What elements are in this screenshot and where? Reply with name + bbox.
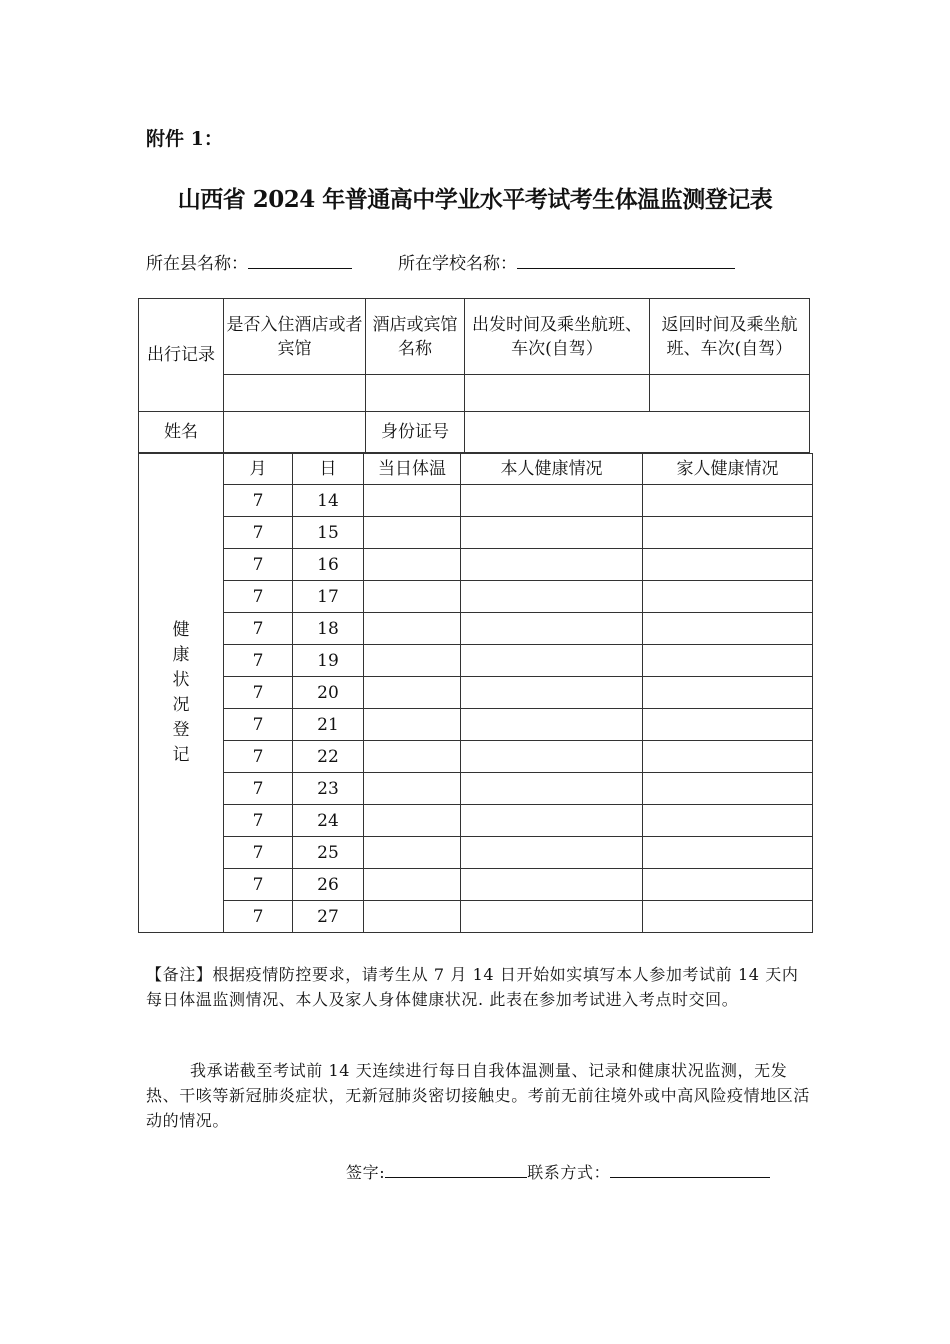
pledge-paragraph: 我承诺截至考试前 14 天连续进行每日自我体温测量、记录和健康状况监测，无发热、干咳等新冠肺炎症状，无新冠肺炎密切接触史。考前无前往境外或中高风险疫情地区活动的情况。 — [146, 1061, 811, 1130]
table-row — [139, 613, 813, 645]
month-cell: 7 — [224, 741, 293, 773]
id-label: 身份证号 — [366, 412, 465, 453]
self-health-cell[interactable] — [461, 485, 643, 517]
month-cell: 7 — [224, 805, 293, 837]
month-cell: 7 — [224, 645, 293, 677]
table-row — [139, 837, 813, 869]
family-health-cell[interactable] — [643, 709, 813, 741]
month-cell: 7 — [224, 549, 293, 581]
family-health-cell[interactable] — [643, 645, 813, 677]
self-health-cell[interactable] — [461, 709, 643, 741]
family-health-cell[interactable] — [643, 901, 813, 933]
contact-label: 联系方式： — [527, 1163, 611, 1182]
day-cell: 22 — [293, 741, 364, 773]
day-cell: 17 — [293, 581, 364, 613]
health-table — [138, 453, 813, 933]
table-row — [139, 773, 813, 805]
county-field — [146, 249, 352, 274]
table-row — [139, 805, 813, 837]
day-cell: 25 — [293, 837, 364, 869]
month-cell: 7 — [224, 581, 293, 613]
temperature-cell[interactable] — [364, 645, 461, 677]
month-cell: 7 — [224, 869, 293, 901]
table-row — [139, 581, 813, 613]
hotel-name-cell[interactable] — [366, 375, 465, 412]
day-cell: 19 — [293, 645, 364, 677]
family-health-cell[interactable] — [643, 805, 813, 837]
table-row — [139, 677, 813, 709]
name-label: 姓名 — [139, 412, 224, 453]
header-family-health: 家人健康情况 — [643, 454, 813, 485]
family-health-cell[interactable] — [643, 741, 813, 773]
temperature-cell[interactable] — [364, 613, 461, 645]
header-self-health: 本人健康情况 — [461, 454, 643, 485]
self-health-cell[interactable] — [461, 581, 643, 613]
day-cell: 24 — [293, 805, 364, 837]
self-health-cell[interactable] — [461, 677, 643, 709]
col-hotel-name-header: 酒店或宾馆名称 — [366, 299, 465, 375]
hotel-cell[interactable] — [224, 375, 366, 412]
return-cell[interactable] — [650, 375, 810, 412]
self-health-cell[interactable] — [461, 805, 643, 837]
day-cell: 18 — [293, 613, 364, 645]
self-health-cell[interactable] — [461, 645, 643, 677]
family-health-cell[interactable] — [643, 773, 813, 805]
day-cell: 27 — [293, 901, 364, 933]
day-cell: 16 — [293, 549, 364, 581]
table-row — [139, 901, 813, 933]
month-cell: 7 — [224, 677, 293, 709]
month-cell: 7 — [224, 837, 293, 869]
family-health-cell[interactable] — [643, 581, 813, 613]
county-input-line[interactable] — [248, 252, 352, 269]
family-health-cell[interactable] — [643, 485, 813, 517]
temperature-cell[interactable] — [364, 549, 461, 581]
temperature-cell[interactable] — [364, 741, 461, 773]
self-health-cell[interactable] — [461, 869, 643, 901]
self-health-cell[interactable] — [461, 837, 643, 869]
table-row — [139, 517, 813, 549]
day-cell: 21 — [293, 709, 364, 741]
attachment-label: 附件 1： — [146, 128, 223, 150]
school-field — [398, 249, 735, 274]
temperature-cell[interactable] — [364, 773, 461, 805]
school-input-line[interactable] — [517, 252, 735, 269]
family-health-cell[interactable] — [643, 869, 813, 901]
self-health-cell[interactable] — [461, 741, 643, 773]
table-row — [139, 485, 813, 517]
month-cell: 7 — [224, 773, 293, 805]
temperature-cell[interactable] — [364, 805, 461, 837]
table-row — [139, 709, 813, 741]
day-cell: 15 — [293, 517, 364, 549]
county-label: 所在县名称： — [146, 254, 248, 274]
col-return-header: 返回时间及乘坐航班、车次(自驾） — [650, 299, 810, 375]
family-health-cell[interactable] — [643, 549, 813, 581]
month-cell: 7 — [224, 485, 293, 517]
family-health-cell[interactable] — [643, 837, 813, 869]
day-cell: 23 — [293, 773, 364, 805]
temperature-cell[interactable] — [364, 901, 461, 933]
signature-line — [346, 1160, 770, 1183]
temperature-cell[interactable] — [364, 581, 461, 613]
month-cell: 7 — [224, 901, 293, 933]
self-health-cell[interactable] — [461, 901, 643, 933]
name-cell[interactable] — [224, 412, 366, 453]
self-health-cell[interactable] — [461, 549, 643, 581]
temperature-cell[interactable] — [364, 709, 461, 741]
table-row — [139, 645, 813, 677]
day-cell: 14 — [293, 485, 364, 517]
temperature-cell[interactable] — [364, 869, 461, 901]
family-health-cell[interactable] — [643, 613, 813, 645]
header-month: 月 — [224, 454, 293, 485]
depart-cell[interactable] — [465, 375, 650, 412]
table-row — [139, 549, 813, 581]
signature-label: 签字: — [346, 1163, 386, 1182]
temperature-cell[interactable] — [364, 837, 461, 869]
temperature-cell[interactable] — [364, 485, 461, 517]
col-hotel-header: 是否入住酒店或者宾馆 — [224, 299, 366, 375]
self-health-cell[interactable] — [461, 517, 643, 549]
temperature-cell[interactable] — [364, 677, 461, 709]
travel-table — [138, 298, 810, 453]
signature-input-line[interactable] — [385, 1162, 527, 1178]
self-health-cell[interactable] — [461, 613, 643, 645]
school-label: 所在学校名称： — [398, 254, 517, 274]
table-row — [139, 741, 813, 773]
header-day: 日 — [293, 454, 364, 485]
travel-row-label: 出行记录 — [139, 299, 224, 412]
month-cell: 7 — [224, 709, 293, 741]
month-cell: 7 — [224, 517, 293, 549]
header-temperature: 当日体温 — [364, 454, 461, 485]
family-health-cell[interactable] — [643, 517, 813, 549]
self-health-cell[interactable] — [461, 773, 643, 805]
id-cell[interactable] — [465, 412, 810, 453]
month-cell: 7 — [224, 613, 293, 645]
day-cell: 26 — [293, 869, 364, 901]
family-health-cell[interactable] — [643, 677, 813, 709]
temperature-cell[interactable] — [364, 517, 461, 549]
table-row — [139, 869, 813, 901]
health-side-label: 健 康 状 况 登 记 — [139, 454, 224, 933]
contact-input-line[interactable] — [610, 1162, 770, 1178]
day-cell: 20 — [293, 677, 364, 709]
remark-paragraph: 【备注】根据疫情防控要求，请考生从 7 月 14 日开始如实填写本人参加考试前 14 天内每日体温监测情况、本人及家人身体健康状况. 此表在参加考试进入考点时交回。 — [146, 965, 799, 1009]
page-title: 山西省 2024 年普通高中学业水平考试考生体温监测登记表 — [177, 186, 773, 213]
col-depart-header: 出发时间及乘坐航班、车次(自驾） — [465, 299, 650, 375]
